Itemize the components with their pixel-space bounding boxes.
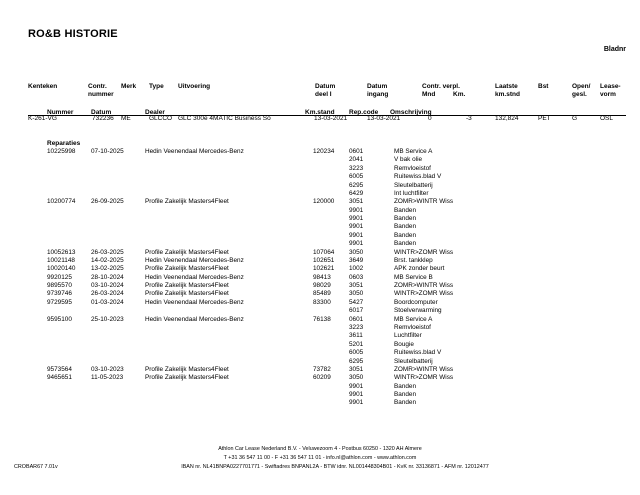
- hdr-contr-nummer-1: Contr.: [88, 83, 107, 90]
- hdr-lease-1: Lease-: [600, 83, 621, 90]
- repair-omschrijving: Banden: [394, 223, 417, 231]
- vehicle-bst: PET: [538, 115, 551, 122]
- repair-omschrijving: Stoelverwarming: [394, 307, 442, 315]
- repair-omschrijving: Banden: [394, 215, 417, 223]
- repair-kmstand: 120234: [313, 148, 335, 155]
- sub-datum: Datum: [91, 109, 112, 116]
- repair-code: 6295: [349, 357, 364, 365]
- vehicle-type: GLCCO: [149, 115, 173, 122]
- repair-dealer: Hedin Veenendaal Mercedes-Benz: [145, 273, 244, 281]
- repair-code: 5427: [349, 298, 364, 306]
- table-row: [0, 265, 640, 273]
- repair-datum: 01-03-2024: [91, 298, 124, 306]
- repair-kmstand: 83300: [313, 298, 331, 306]
- vehicle-mnd: 0: [428, 115, 432, 122]
- repair-code: 9901: [349, 382, 364, 390]
- repair-kmstand: 76138: [313, 315, 331, 323]
- vehicle-uitvoering: GLC 300e 4MATIC Business So: [178, 115, 271, 122]
- table-row: [0, 232, 640, 240]
- repair-omschrijving: Sleutelbatterij: [394, 357, 433, 365]
- repair-dealer: Profile Zakelijk Masters4Fleet: [145, 265, 229, 273]
- repair-code: 5201: [349, 340, 364, 348]
- repair-code: 3050: [349, 374, 364, 382]
- hdr-merk: Merk: [121, 83, 137, 90]
- hdr-datum-deel-1: Datum: [315, 83, 336, 90]
- repair-nummer: 9595100: [47, 315, 72, 323]
- sub-nummer: Nummer: [47, 109, 74, 116]
- table-row: [0, 391, 640, 399]
- table-row: [0, 307, 640, 315]
- repair-dealer: Profile Zakelijk Masters4Fleet: [145, 282, 229, 290]
- table-row: [0, 399, 640, 407]
- repair-omschrijving: ZOMR>WINTR Wiss: [394, 282, 454, 290]
- repair-datum: 03-10-2023: [91, 365, 124, 373]
- repair-omschrijving: ZOMR>WINTR Wiss: [394, 365, 454, 373]
- hdr-uitvoering: Uitvoering: [178, 83, 211, 90]
- repair-omschrijving: Int luchtfilter: [394, 189, 429, 197]
- repair-nummer: 10225998: [47, 148, 76, 155]
- repair-omschrijving: Boordcomputer: [394, 298, 438, 306]
- table-row: [0, 165, 640, 173]
- repair-datum: 14-02-2025: [91, 256, 124, 264]
- hdr-laatste-2: km.stnd: [495, 91, 520, 98]
- section-reparaties: Reparaties: [47, 140, 81, 147]
- repair-code: 3050: [349, 290, 364, 298]
- repair-code: 0601: [349, 148, 364, 155]
- repair-kmstand: 98413: [313, 273, 331, 281]
- repair-omschrijving: Banden: [394, 382, 417, 390]
- table-row: [0, 282, 640, 290]
- repair-code: 1002: [349, 265, 364, 273]
- bladnr-label: Bladnr: [603, 46, 626, 53]
- repair-code: 3649: [349, 256, 364, 264]
- table-row: [0, 366, 640, 374]
- footer-line-2: T +31 36 547 11 00 - F +31 36 547 11 01 - info.nl@athlon.com - www.athlon.com: [223, 455, 417, 461]
- table-row: [0, 290, 640, 298]
- repair-code: 3050: [349, 248, 364, 256]
- repair-code: 9901: [349, 231, 364, 239]
- repair-datum: 28-10-2024: [91, 273, 124, 281]
- repair-omschrijving: Banden: [394, 399, 417, 407]
- vehicle-datum-deel: 13-03-2021: [314, 115, 348, 122]
- repair-omschrijving: Banden: [394, 231, 417, 239]
- table-row: [0, 274, 640, 282]
- repair-code: 0603: [349, 273, 364, 281]
- repair-omschrijving: Ruitewiss.blad V: [394, 173, 442, 181]
- table-row: [0, 383, 640, 391]
- footer-line-3: IBAN nr. NL41BNPA0227701771 - Swiftadres BNPANL2A - BTW idnr. NL001448304B01 - KvK nr. 33136871 - AFM nr. 12012477: [181, 464, 489, 470]
- repair-kmstand: 102621: [313, 265, 335, 273]
- repair-dealer: Hedin Veenendaal Mercedes-Benz: [145, 298, 244, 306]
- repair-nummer: 9895570: [47, 282, 72, 290]
- hdr-kenteken: Kenteken: [28, 83, 58, 90]
- repair-code: 9901: [349, 399, 364, 407]
- repair-nummer: 10020140: [47, 265, 76, 273]
- repair-omschrijving: V bak olie: [394, 156, 423, 164]
- repair-kmstand: 107064: [313, 248, 335, 256]
- repair-omschrijving: Remvloeistof: [394, 164, 431, 172]
- repair-omschrijving: Luchtfilter: [394, 332, 422, 340]
- table-row: [0, 207, 640, 215]
- repair-omschrijving: MB Service B: [394, 273, 433, 281]
- repair-omschrijving: MB Service A: [394, 148, 433, 155]
- table-row: [0, 215, 640, 223]
- repair-code: 6017: [349, 307, 364, 315]
- repair-omschrijving: Remvloeistof: [394, 323, 431, 331]
- hdr-datum-ingang-2: ingang: [367, 91, 389, 98]
- repair-code: 3051: [349, 365, 364, 373]
- repair-dealer: Profile Zakelijk Masters4Fleet: [145, 374, 229, 382]
- table-row: [0, 349, 640, 357]
- vehicle-lease: OSL: [600, 115, 614, 122]
- repair-omschrijving: WINTR>ZOMR Wiss: [394, 248, 454, 256]
- table-row: [0, 182, 640, 190]
- repair-nummer: 9465651: [47, 374, 72, 382]
- repair-code: 9901: [349, 223, 364, 231]
- repair-code: 9901: [349, 391, 364, 399]
- repair-kmstand: 60209: [313, 374, 331, 382]
- repair-datum: 13-02-2025: [91, 265, 124, 273]
- hdr-lease-2: vorm: [600, 91, 616, 98]
- repair-code: 6295: [349, 181, 364, 189]
- repair-code: 9901: [349, 206, 364, 214]
- hdr-laatste-1: Laatste: [495, 83, 518, 90]
- repair-omschrijving: Banden: [394, 391, 417, 399]
- repair-omschrijving: Sleutelbatterij: [394, 181, 433, 189]
- repair-omschrijving: APK zonder beurt: [394, 265, 445, 273]
- table-row: [0, 156, 640, 164]
- sub-dealer: Dealer: [145, 109, 165, 116]
- vehicle-km: -3: [466, 115, 472, 122]
- vehicle-merk: ME: [121, 115, 131, 122]
- table-row: [0, 358, 640, 366]
- repair-kmstand: 120000: [313, 198, 335, 206]
- table-row: [0, 341, 640, 349]
- repair-omschrijving: MB Service A: [394, 315, 433, 323]
- repair-omschrijving: ZOMR>WINTR Wiss: [394, 198, 454, 206]
- vehicle-contract: 732236: [92, 115, 114, 122]
- table-row: [0, 324, 640, 332]
- repair-kmstand: 98029: [313, 282, 331, 290]
- repair-datum: 26-03-2025: [91, 248, 124, 256]
- repair-datum: 07-10-2025: [91, 148, 124, 155]
- sub-omschrijving: Omschrijving: [390, 109, 432, 116]
- repair-nummer: 9920125: [47, 273, 72, 281]
- table-row: [0, 148, 640, 156]
- repair-nummer: 10200774: [47, 198, 76, 206]
- hdr-contr-nummer-2: nummer: [88, 91, 114, 98]
- repair-datum: 25-10-2023: [91, 315, 124, 323]
- repair-omschrijving: WINTR>ZOMR Wiss: [394, 290, 454, 298]
- hdr-contr-verpl-km: Km.: [453, 91, 466, 98]
- repair-code: 3611: [349, 332, 363, 340]
- table-row: [0, 257, 640, 265]
- footer-line-1: Athlon Car Lease Nederland B.V. - Veluwezoom 4 - Postbus 60250 - 1320 AH Almere: [218, 446, 422, 452]
- hdr-contr-verpl-mnd: Mnd: [422, 91, 436, 98]
- table-row: [0, 190, 640, 198]
- footer-code: CROBAR67 7.01v: [14, 464, 58, 470]
- repair-datum: 03-10-2024: [91, 282, 124, 290]
- repair-code: 6429: [349, 189, 364, 197]
- hdr-open-1: Open/: [572, 83, 591, 90]
- repair-omschrijving: WINTR>ZOMR Wiss: [394, 374, 454, 382]
- table-row: [0, 299, 640, 307]
- table-row: [0, 173, 640, 181]
- repair-code: 9901: [349, 215, 364, 223]
- table-row: [0, 198, 640, 206]
- hdr-bst: Bst: [538, 83, 549, 90]
- repair-omschrijving: Brst. tankklep: [394, 256, 433, 264]
- repair-dealer: Profile Zakelijk Masters4Fleet: [145, 290, 229, 298]
- repair-code: 3051: [349, 282, 364, 290]
- table-row: [0, 223, 640, 231]
- repair-nummer: 10052613: [47, 248, 76, 256]
- repair-dealer: Hedin Veenendaal Mercedes-Benz: [145, 256, 244, 264]
- repair-dealer: Profile Zakelijk Masters4Fleet: [145, 198, 229, 206]
- repair-code: 3223: [349, 323, 364, 331]
- repair-code: 9901: [349, 240, 364, 248]
- page-title: RO&B HISTORIE: [28, 28, 118, 40]
- hdr-datum-deel-2: deel I: [315, 91, 332, 98]
- vehicle-laatste: 132,824: [495, 115, 519, 122]
- sub-kmstand: Km.stand: [305, 109, 335, 116]
- repair-datum: 11-05-2023: [91, 374, 124, 382]
- hdr-datum-ingang-1: Datum: [367, 83, 388, 90]
- repair-omschrijving: Bougie: [394, 340, 414, 348]
- repair-kmstand: 102651: [313, 256, 335, 264]
- repair-code: 0601: [349, 315, 364, 323]
- repair-code: 6005: [349, 349, 364, 357]
- hdr-open-2: gesl.: [572, 91, 587, 98]
- table-row: [0, 374, 640, 382]
- repair-code: 2041: [349, 156, 364, 164]
- sub-repcode: Rep.code: [349, 109, 379, 116]
- hdr-contr-verpl: Contr. verpl.: [422, 83, 460, 90]
- repair-dealer: Profile Zakelijk Masters4Fleet: [145, 248, 229, 256]
- repair-code: 3051: [349, 198, 364, 206]
- repair-nummer: 9739746: [47, 290, 72, 298]
- table-row: [0, 249, 640, 257]
- vehicle-datum-ingang: 13-03-2021: [367, 115, 401, 122]
- repair-omschrijving: Banden: [394, 240, 417, 248]
- repair-kmstand: 73782: [313, 365, 331, 373]
- repair-kmstand: 85489: [313, 290, 331, 298]
- table-row: [0, 332, 640, 340]
- vehicle-open: G: [572, 115, 578, 122]
- repair-nummer: 9729595: [47, 298, 72, 306]
- repair-datum: 26-09-2025: [91, 198, 124, 206]
- table-row: [0, 240, 640, 248]
- repair-code: 3223: [349, 164, 364, 172]
- repair-dealer: Hedin Veenendaal Mercedes-Benz: [145, 148, 244, 155]
- table-row: [0, 316, 640, 324]
- repair-dealer: Profile Zakelijk Masters4Fleet: [145, 365, 229, 373]
- hdr-type: Type: [149, 83, 164, 90]
- repair-nummer: 9573564: [47, 365, 72, 373]
- repair-datum: 26-03-2024: [91, 290, 124, 298]
- repair-nummer: 10021148: [47, 256, 75, 264]
- repair-omschrijving: Banden: [394, 206, 417, 214]
- repair-omschrijving: Ruitewiss.blad V: [394, 349, 442, 357]
- repair-dealer: Hedin Veenendaal Mercedes-Benz: [145, 315, 244, 323]
- repair-code: 6005: [349, 173, 364, 181]
- vehicle-kenteken: K-261-VG: [28, 115, 57, 122]
